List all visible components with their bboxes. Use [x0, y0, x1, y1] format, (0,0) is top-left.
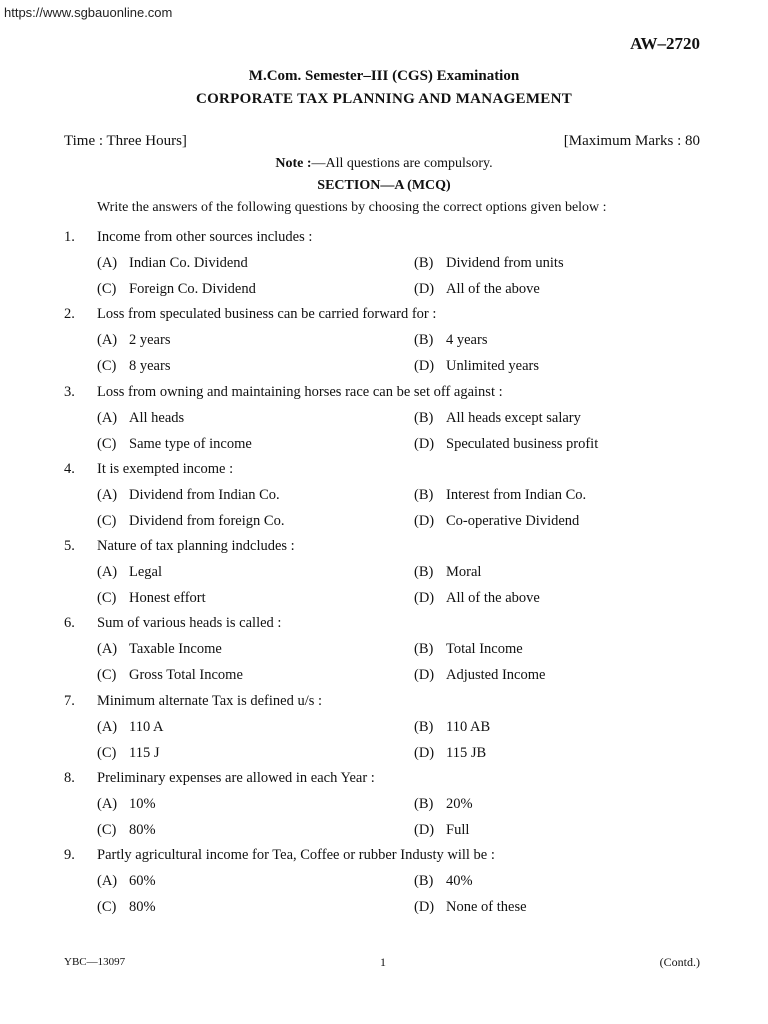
source-url: https://www.sgbauonline.com	[4, 5, 173, 20]
option-label: (C)	[97, 822, 117, 839]
option-b	[414, 332, 487, 349]
question-text: Partly agricultural income for Tea, Coffee or rubber Industy will be :	[97, 847, 495, 864]
option-text: Legal	[129, 564, 163, 581]
option-text: Dividend from Indian Co.	[129, 486, 280, 503]
option-a	[97, 873, 156, 890]
time-allowed: Time : Three Hours]	[64, 133, 187, 149]
option-c	[97, 667, 243, 684]
option-label: (C)	[97, 744, 117, 761]
option-d	[414, 667, 545, 684]
question-item	[0, 384, 768, 461]
option-label: (D)	[414, 358, 435, 375]
option-label: (A)	[97, 486, 118, 503]
option-label: (A)	[97, 564, 118, 581]
question-text: It is exempted income :	[97, 460, 234, 477]
question-text: Sum of various heads is called :	[97, 615, 282, 632]
question-text: Nature of tax planning indcludes :	[97, 538, 295, 555]
footer-contd: (Contd.)	[659, 955, 700, 969]
question-item	[0, 538, 768, 615]
option-b	[414, 487, 586, 504]
option-text: Same type of income	[129, 435, 252, 452]
question-number: 6.	[64, 615, 75, 632]
option-a	[97, 641, 222, 658]
option-label: (A)	[97, 255, 118, 271]
option-d	[414, 436, 598, 453]
section-heading: SECTION—A (MCQ)	[317, 178, 451, 193]
option-text: Co-operative Dividend	[446, 512, 580, 529]
option-c	[97, 358, 170, 375]
option-label: (B)	[414, 486, 434, 503]
question-number: 1.	[64, 229, 75, 245]
option-text: 20%	[446, 796, 473, 813]
option-a	[97, 564, 162, 581]
option-text: Foreign Co. Dividend	[129, 281, 256, 297]
option-label: (C)	[97, 512, 117, 529]
option-d	[414, 358, 539, 375]
option-text: 80%	[129, 899, 156, 916]
option-label: (C)	[97, 590, 117, 607]
option-text: 4 years	[446, 332, 488, 349]
option-a	[97, 487, 280, 504]
option-d	[414, 513, 579, 530]
option-text: Taxable Income	[129, 641, 222, 658]
option-b	[414, 873, 473, 890]
option-label: (A)	[97, 796, 118, 813]
question-item	[0, 770, 768, 847]
option-label: (A)	[97, 873, 118, 890]
option-text: 8 years	[129, 358, 171, 375]
option-a	[97, 410, 184, 427]
option-label: (B)	[414, 641, 434, 658]
option-text: Interest from Indian Co.	[446, 486, 587, 503]
question-text: Minimum alternate Tax is defined u/s :	[97, 692, 323, 709]
option-label: (A)	[97, 641, 118, 658]
option-text: Adjusted Income	[446, 667, 546, 684]
option-b	[414, 719, 490, 736]
option-a	[97, 255, 248, 272]
option-label: (D)	[414, 435, 435, 452]
option-text: 60%	[129, 873, 156, 890]
question-item	[0, 461, 768, 538]
option-c	[97, 899, 156, 916]
option-a	[97, 332, 170, 349]
instruction: Write the answers of the following questions by choosing the correct options given below :	[97, 200, 607, 215]
option-label: (D)	[414, 667, 435, 684]
question-number: 4.	[64, 460, 75, 477]
question-item	[0, 847, 768, 924]
question-number: 5.	[64, 538, 75, 555]
question-number: 8.	[64, 770, 75, 787]
option-d	[414, 281, 540, 298]
option-label: (D)	[414, 744, 435, 761]
option-label: (C)	[97, 435, 117, 452]
option-d	[414, 590, 540, 607]
option-text: 40%	[446, 873, 473, 890]
option-text: 2 years	[129, 332, 171, 349]
option-text: 115 J	[129, 744, 160, 761]
option-d	[414, 822, 469, 839]
question-text: Preliminary expenses are allowed in each Year :	[97, 770, 375, 787]
option-text: Speculated business profit	[446, 435, 599, 452]
note	[0, 156, 768, 172]
question-item	[0, 229, 768, 306]
option-text: Gross Total Income	[129, 667, 243, 684]
option-c	[97, 281, 256, 298]
note-label: Note :	[275, 156, 312, 171]
option-label: (B)	[414, 873, 434, 890]
option-text: 110 A	[129, 718, 164, 735]
option-label: (B)	[414, 564, 434, 581]
paper-code: AW–2720	[630, 34, 700, 53]
option-label: (D)	[414, 512, 435, 529]
question-number: 7.	[64, 692, 75, 709]
option-label: (A)	[97, 332, 118, 349]
option-a	[97, 796, 156, 813]
option-label: (B)	[414, 409, 434, 426]
option-b	[414, 641, 523, 658]
option-label: (D)	[414, 590, 435, 607]
question-item	[0, 615, 768, 692]
option-text: 115 JB	[446, 744, 487, 761]
option-label: (D)	[414, 822, 435, 839]
option-c	[97, 822, 156, 839]
option-text: Dividend from foreign Co.	[129, 512, 285, 529]
option-a	[97, 719, 164, 736]
option-label: (B)	[414, 796, 434, 813]
option-b	[414, 410, 581, 427]
question-item	[0, 306, 768, 383]
option-text: 10%	[129, 796, 156, 813]
question-text: Loss from owning and maintaining horses race can be set off against :	[97, 383, 503, 400]
option-d	[414, 899, 527, 916]
note-text: —All questions are compulsory.	[311, 156, 493, 171]
option-text: All of the above	[446, 590, 540, 607]
option-b	[414, 255, 564, 272]
question-item	[0, 693, 768, 770]
question-number: 3.	[64, 383, 75, 400]
option-c	[97, 590, 206, 607]
option-text: Full	[446, 822, 470, 839]
footer-code: YBC—13097	[64, 956, 126, 968]
question-text: Income from other sources includes :	[97, 229, 313, 245]
subject-title: CORPORATE TAX PLANNING AND MANAGEMENT	[195, 91, 573, 107]
option-label: (B)	[414, 255, 434, 271]
option-d	[414, 745, 486, 762]
option-label: (C)	[97, 358, 117, 375]
option-text: 110 AB	[446, 718, 491, 735]
option-text: 80%	[129, 822, 156, 839]
question-text: Loss from speculated business can be carried forward for :	[97, 306, 437, 323]
option-label: (D)	[414, 899, 435, 916]
option-text: Unlimited years	[446, 358, 540, 375]
question-number: 9.	[64, 847, 75, 864]
option-c	[97, 513, 284, 530]
option-label: (D)	[414, 281, 435, 297]
question-number: 2.	[64, 306, 75, 323]
option-b	[414, 796, 473, 813]
option-label: (C)	[97, 667, 117, 684]
option-label: (C)	[97, 281, 117, 297]
option-c	[97, 745, 159, 762]
question-list	[0, 229, 768, 925]
exam-title: M.Com. Semester–III (CGS) Examination	[248, 68, 520, 84]
page-number: 1	[380, 955, 386, 969]
option-label: (B)	[414, 332, 434, 349]
option-c	[97, 436, 252, 453]
option-label: (C)	[97, 899, 117, 916]
option-text: All of the above	[446, 281, 540, 297]
option-label: (A)	[97, 409, 118, 426]
option-text: None of these	[446, 899, 527, 916]
option-text: All heads except salary	[446, 409, 581, 426]
maximum-marks: [Maximum Marks : 80	[563, 133, 700, 149]
option-label: (A)	[97, 718, 118, 735]
option-text: Indian Co. Dividend	[129, 255, 248, 271]
option-label: (B)	[414, 718, 434, 735]
option-b	[414, 564, 481, 581]
option-text: Total Income	[446, 641, 523, 658]
option-text: Moral	[446, 564, 482, 581]
option-text: Dividend from units	[446, 255, 564, 271]
option-text: Honest effort	[129, 590, 206, 607]
option-text: All heads	[129, 409, 185, 426]
